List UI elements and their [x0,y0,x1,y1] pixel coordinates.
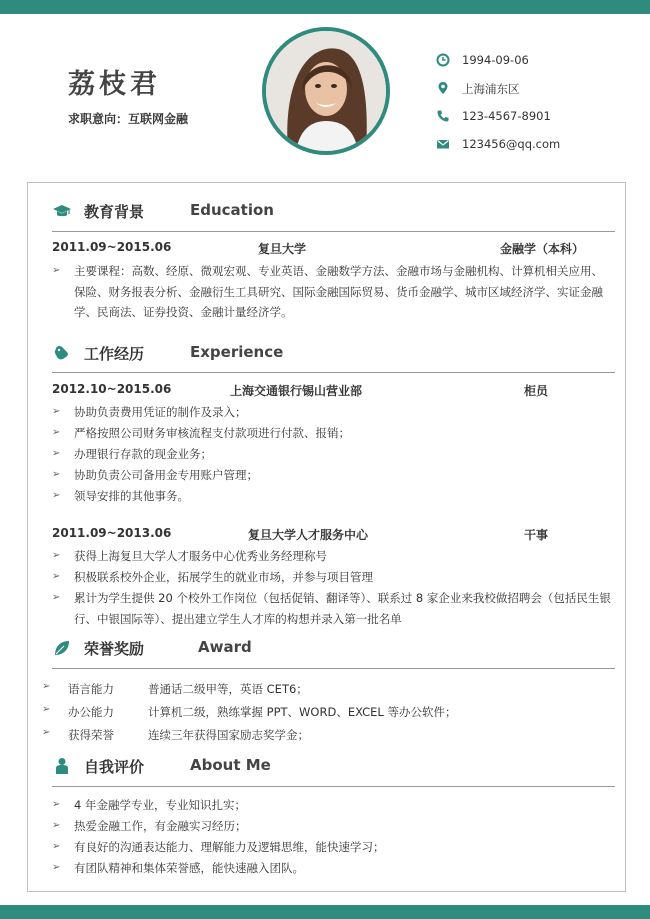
list-item: ➢ 严格按照公司财务审核流程支付款项进行付款、报销； [52,426,350,440]
clock-icon [436,53,450,67]
list-item: ➢ 热爱金融工作，有金融实习经历； [52,819,247,833]
mail-icon [436,137,450,151]
hand-icon [52,343,72,363]
list-item: ➢ 4 年金融学专业，专业知识扎实； [52,798,246,812]
list-item: ➢ 有良好的沟通表达能力、理解能力及逻辑思维，能快速学习； [52,840,385,854]
job-org: 复旦大学人才服务中心 [248,528,369,542]
job-intent: 求职意向：互联网金融 [68,112,189,126]
section-divider [52,668,615,669]
section-divider [52,786,615,787]
list-item: ➢ 协助负责费用凭证的制作及录入； [52,405,247,419]
job-org: 上海交通银行锡山营业部 [230,384,363,398]
list-item: ➢ 累计为学生提供 20 个校外工作岗位（包括促销、翻译等）、联系过 8 家企业来我校做招聘会（包括民生银行、中银国际等）、提出建立学生人才库的构想并录入第一批名单 [52,591,611,626]
list-item: ➢ 办公能力 计算机二级，熟练掌握 PPT、WORD、EXCEL 等办公软件； [42,704,457,719]
phone-icon [436,109,450,123]
location-pin-icon [436,81,450,95]
top-accent-band [0,0,650,14]
list-item: ➢ 积极联系校外企业，拓展学生的就业市场，并参与项目管理 [52,570,373,584]
education-entry-header [52,240,592,258]
list-item: ➢ 获得上海复旦大学人才服务中心优秀业务经理称号 [52,549,327,563]
job-entry-header [52,526,592,544]
list-item: ➢ 办理银行存款的现金业务； [52,447,212,461]
list-item: ➢ 有团队精神和集体荣誉感，能快速融入团队。 [52,861,304,875]
list-item: ➢ 协助负责公司备用金专用账户管理； [52,468,258,482]
job-role: 柜员 [524,384,549,398]
education-degree: 金融学（本科） [500,242,585,256]
candidate-name: 荔枝君 [68,69,161,100]
profile-photo [262,27,390,155]
job-date: 2011.09~2013.06 [52,526,172,540]
bottom-accent-band [0,905,650,919]
education-school: 复旦大学 [258,242,307,256]
section-divider [52,231,615,232]
list-item: ➢ 获得荣誉 连续三年获得国家励志奖学金； [42,727,309,742]
leaf-icon [52,638,72,658]
list-item: ➢ 主要课程：高数、经原、微观宏观、专业英语、金融数学方法、金融市场与金融机构、计算机相关应用、保险、财务报表分析、金融衍生工具研究、国际金融国际贸易、货币金融学、城市区域经济学、实证金融学、民商法、证券投资、金融计量经济学。 [52,264,603,319]
list-item: ➢ 领导安排的其他事务。 [52,489,189,503]
section-divider [52,372,615,373]
resume-panel: 教育背景 Education 2011.09~2015.06 复旦大学 金融学（本科） ➢ 主要课程：高数、经原、微观宏观、专业英语、金融数学方法、金融市场与金融机构、计算机相关应用、保险、财务报表分析、金融衍生工具研究、国际金融国际贸易、货币金融学、城市区域经济学、实证金融学、民商法、证券投资、金融计量经济学。 工作经历 Experience 2012.10~2015.06 上海交通银行锡山营业部 柜员 ➢ 协助负责费用凭证的制作及录入； ➢ 严格按照公司财务审核流程支付款项进行付款、报销； ➢ 办理银行存款的现金业务； ➢ 协助负责公司备用金专用账户管理； ➢ 领导安排的其他事务。 2011.09~2013.06 复旦大学人才服务中心 干事 ➢ 获得上海复旦大学人才服务中心优秀业务经理称号 ➢ 积极联系校外企业，拓展学生的就业市场，并参与项目管理 ➢ 累计为学生提供 20 个校外工作岗位（包括促销、翻译等）、联系过 8 家企业来我校做招聘会（包括民生银行、中银国际等）、提出建立学生人才库的构想并录入第一批名单 荣誉奖励 Award ➢ 语言能力 普通话二级甲等，英语 CET6； ➢ 办公能力 计算机二级，熟练掌握 PPT、WORD、EXCEL 等办公软件； ➢ 获得荣誉 连续三年获得国家励志奖学金； 自我评价 About Me ➢ 4 年金融学专业，专业知识扎实； ➢ 热爱金融工作，有金融实习经历； ➢ 有良好的沟通表达能力、理解能力及逻辑思维，能快速学习； ➢ 有团队精神和集体荣誉感，能快速融入团队。 [27,182,626,892]
job-role: 干事 [524,528,549,542]
education-date: 2011.09~2015.06 [52,240,172,254]
job-entry-header [52,382,592,400]
job-date: 2012.10~2015.06 [52,382,172,396]
list-item: ➢ 语言能力 普通话二级甲等，英语 CET6； [42,681,308,696]
person-icon [52,756,72,776]
graduation-cap-icon [52,201,72,221]
